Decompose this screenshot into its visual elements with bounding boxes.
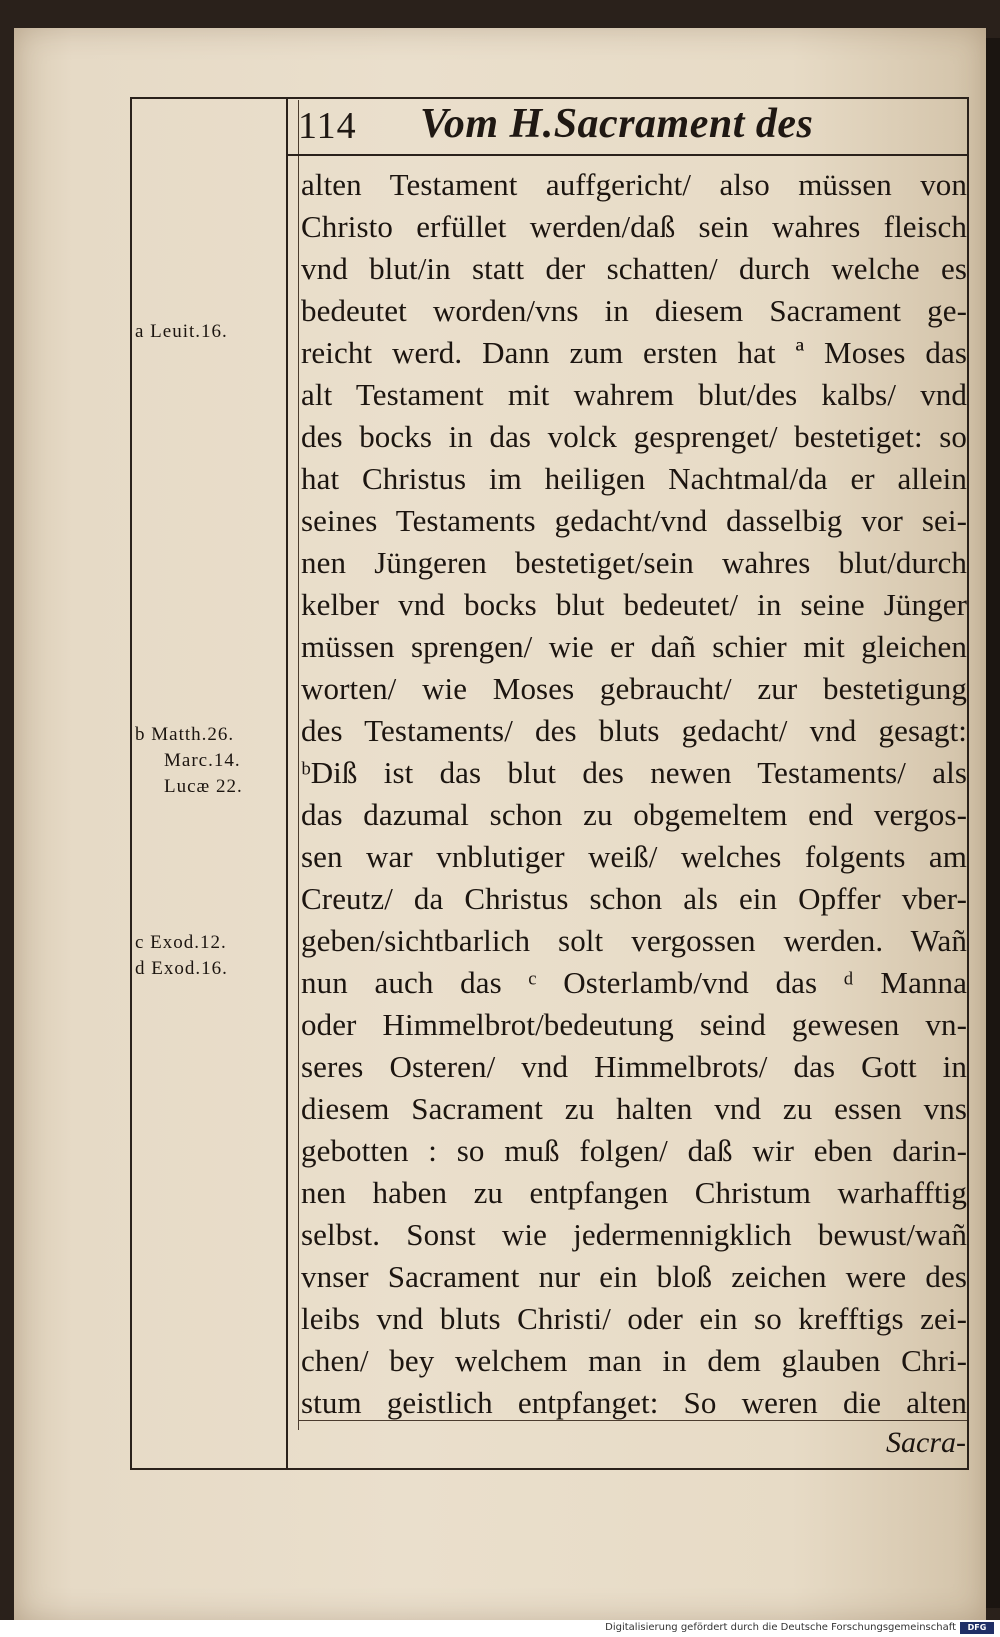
text-line: ᵇDiß ist das blut des newen Testaments/ als (301, 755, 967, 790)
dfg-logo: DFG (960, 1622, 994, 1634)
text-line: das dazumal schon zu obgemeltem end vergos- (301, 797, 967, 832)
text-line: kelber vnd bocks blut bedeutet/ in seine Jünger (301, 587, 967, 622)
page-edge-shadow (986, 38, 1000, 1608)
text-line: des bocks in das volck gesprenget/ bestetiget: so (301, 419, 967, 454)
page-number: 114 (298, 105, 357, 147)
text-line: vnd blut/in statt der schatten/ durch welche es (301, 251, 967, 286)
margin-note-exod-16: d Exod.16. (135, 958, 228, 979)
catchword: Sacra- (886, 1426, 966, 1459)
text-line: seres Osteren/ vnd Himmelbrots/ das Gott in (301, 1049, 967, 1084)
funding-credit: Digitalisierung gefördert durch die Deutsche Forschungsgemeinschaft (605, 1622, 956, 1633)
text-line: nen Jüngeren bestetiget/sein wahres blut/durch (301, 545, 967, 580)
margin-column-rule (286, 97, 288, 1470)
text-line: vnser Sacrament nur ein bloß zeichen were des (301, 1259, 967, 1294)
text-line: Christo erfüllet werden/daß sein wahres fleisch (301, 209, 967, 244)
text-line: leibs vnd bluts Christi/ oder ein so krefftigs zei- (301, 1301, 967, 1336)
running-title: Vom H.Sacrament des (420, 101, 814, 147)
text-line: gebotten : so muß folgen/ daß wir eben darin- (301, 1133, 967, 1168)
text-column-rule (298, 100, 299, 1430)
text-line: stum geistlich entpfanget: So weren die alten (301, 1385, 967, 1420)
text-line: worten/ wie Moses gebraucht/ zur bestetigung (301, 671, 967, 706)
text-line: diesem Sacrament zu halten vnd zu essen vns (301, 1091, 967, 1126)
body-text (301, 164, 967, 1424)
text-line: geben/sichtbarlich solt vergossen werden. Wañ (301, 923, 967, 958)
text-line: müssen sprengen/ wie er dañ schier mit gleichen (301, 629, 967, 664)
text-line: des Testaments/ des bluts gedacht/ vnd gesagt: (301, 713, 967, 748)
text-line: sen war vnblutiger weiß/ welches folgents am (301, 839, 967, 874)
margin-note-exod-12: c Exod.12. (135, 932, 227, 953)
text-line: alt Testament mit wahrem blut/des kalbs/ vnd (301, 377, 967, 412)
text-line: chen/ bey welchem man in dem glauben Chri- (301, 1343, 967, 1378)
text-line: hat Christus im heiligen Nachtmal/da er allein (301, 461, 967, 496)
header-rule (288, 154, 967, 156)
margin-note-luc: Lucæ 22. (164, 776, 243, 797)
text-line: reicht werd. Dann zum ersten hat ª Moses das (301, 335, 967, 370)
text-line: nen haben zu entpfangen Christum warhafftig (301, 1175, 967, 1210)
margin-note-leuit: a Leuit.16. (135, 321, 228, 342)
text-line: bedeutet worden/vns in diesem Sacrament ge- (301, 293, 967, 328)
text-line: oder Himmelbrot/bedeutung seind gewesen vn- (301, 1007, 967, 1042)
text-line: nun auch das ᶜ Osterlamb/vnd das ᵈ Manna (301, 965, 967, 1000)
margin-note-matth: b Matth.26. (135, 724, 235, 745)
text-line: Creutz/ da Christus schon als ein Opffer vber- (301, 881, 967, 916)
text-line: selbst. Sonst wie jedermennigklich bewust/wañ (301, 1217, 967, 1252)
text-line: alten Testament auffgericht/ also müssen von (301, 167, 967, 202)
margin-note-marc: Marc.14. (164, 750, 241, 771)
text-line: seines Testaments gedacht/vnd dasselbig vor sei- (301, 503, 967, 538)
